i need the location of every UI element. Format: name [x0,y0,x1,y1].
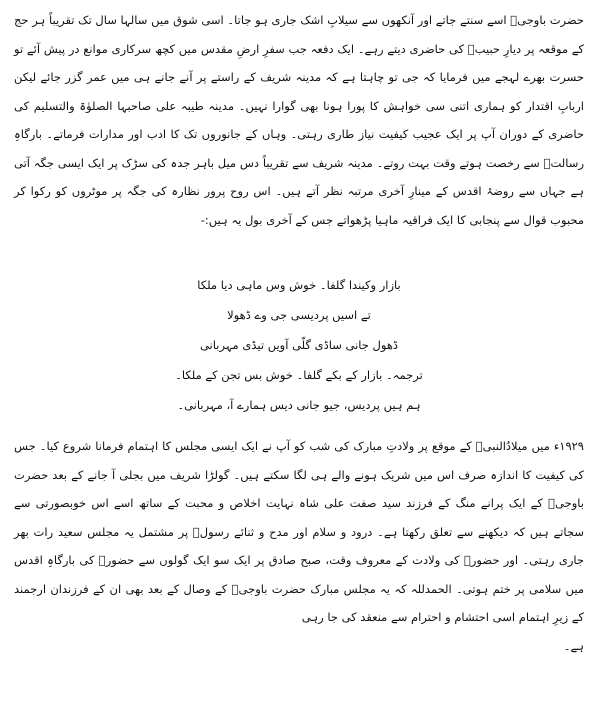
verse-translation-line-1: ترجمہ۔ بازار کے بکے گلفا۔ خوش بس تجن کے ملکا۔ [175,368,423,382]
paragraph-milad: ۱۹۲۹ء میں میلادُالنبیؐ کے موقع پر ولادتِ مبارک کی شب کو آپ نے ایک ایسی مجلس کا اہتمام فرمانا شروع کیا۔ جس کی کیفیت کا اندازہ صرف اس میں شریک ہونے والے ہی لگا سکتے ہیں۔ گولڑا شریف میں بجلی آ جانے کے بعد حضرت باوجیؒ کے ایک پرانے منگ کے فرزند سید صفت علی شاہ نہایت اخلاص و محبت کے ساتھ اسے اس خوبصورتی سے سجاتے ہیں کہ دیکھنے سے تعلق رکھتا ہے۔ درود و سلام اور مدح و ثنائے رسولؐ پر مشتمل یہ مجلس سعید رات بھر جاری رہتی۔ اور حضورؐ کی ولادت کے معروف وقت، صبح صادق پر ایک سو ایک گولوں سے حضورؐ کی بارگاہِ اقدس میں سلامی پر ختم ہوتی۔ الحمدللہ کہ یہ مجلس مبارک حضرت باوجیؒ کے وصال کے بعد بھی ان کے فرزندان ارجمند کے زیرِ اہتمام اسی احتشام و احترام سے منعقد کی جا رہی [14,439,584,624]
verse-line-2: تے اسیں پردیسی جی وے ڈھولا [227,308,371,322]
verse-translation-line-2: ہم ہیں پردیس، جیو جانی دیس ہمارے آ، مہربانی۔ [177,398,421,412]
verse-line-3: ڈھول جانی ساڈی گلّی آویں تیڈی مہربانی [199,338,399,352]
verse-line-1: بازار وکیندا گلفا۔ خوش وس ماہی دیا ملکا [197,278,401,292]
punjabi-verse [14,270,584,420]
paragraph-tail: ہے۔ [563,638,584,653]
paragraph-intro: حضرت باوجیؒ اسے سنتے جاتے اور آنکھوں سے سیلابِ اشک جاری ہو جاتا۔ اسی شوق میں سالہا سال تک تقریباً ہر حج کے موقعہ پر دیارِ حبیبؐ کی حاضری دیتے رہے۔ ایک دفعہ جب سفرِ ارضِ مقدس میں کچھ سرکاری موانع در پیش آئے تو حسرت بھرے لہجے میں فرمایا کہ جی تو چاہتا ہے کہ مدینہ شریف کے راستے پر آنے جانے ہی میں عمر گزر جائے لیکن اربابِ اقتدار کو ہماری اتنی سی خواہش کا پورا ہونا بھی گوارا نہیں۔ مدینہ طیبہ علی صاحبہا الصلوٰۃ والتسلیم کی حاضری کے دوران آپ پر ایک عجیب کیفیت نیاز طاری رہتی۔ وہاں کے جانوروں تک کا ادب اور مدارات فرماتے۔ بارگاہِ رسالتؐ سے رخصت ہوتے وقت بہت روتے۔ مدینہ شریف سے تقریباً دس میل باہر جدہ کی سڑک پر ایک ایسی جگہ آتی ہے جہاں سے روضۂ اقدس کے مینارِ آخری مرتبہ نظر آتے ہیں۔ اس روح پرور نظارہ کی جگہ پر موٹروں کو رکوا کر محبوب قوال سے پنجابی کا ایک فراقیہ ماہیا پڑھواتے جس کے آخری بول یہ ہیں:- [14,13,584,227]
